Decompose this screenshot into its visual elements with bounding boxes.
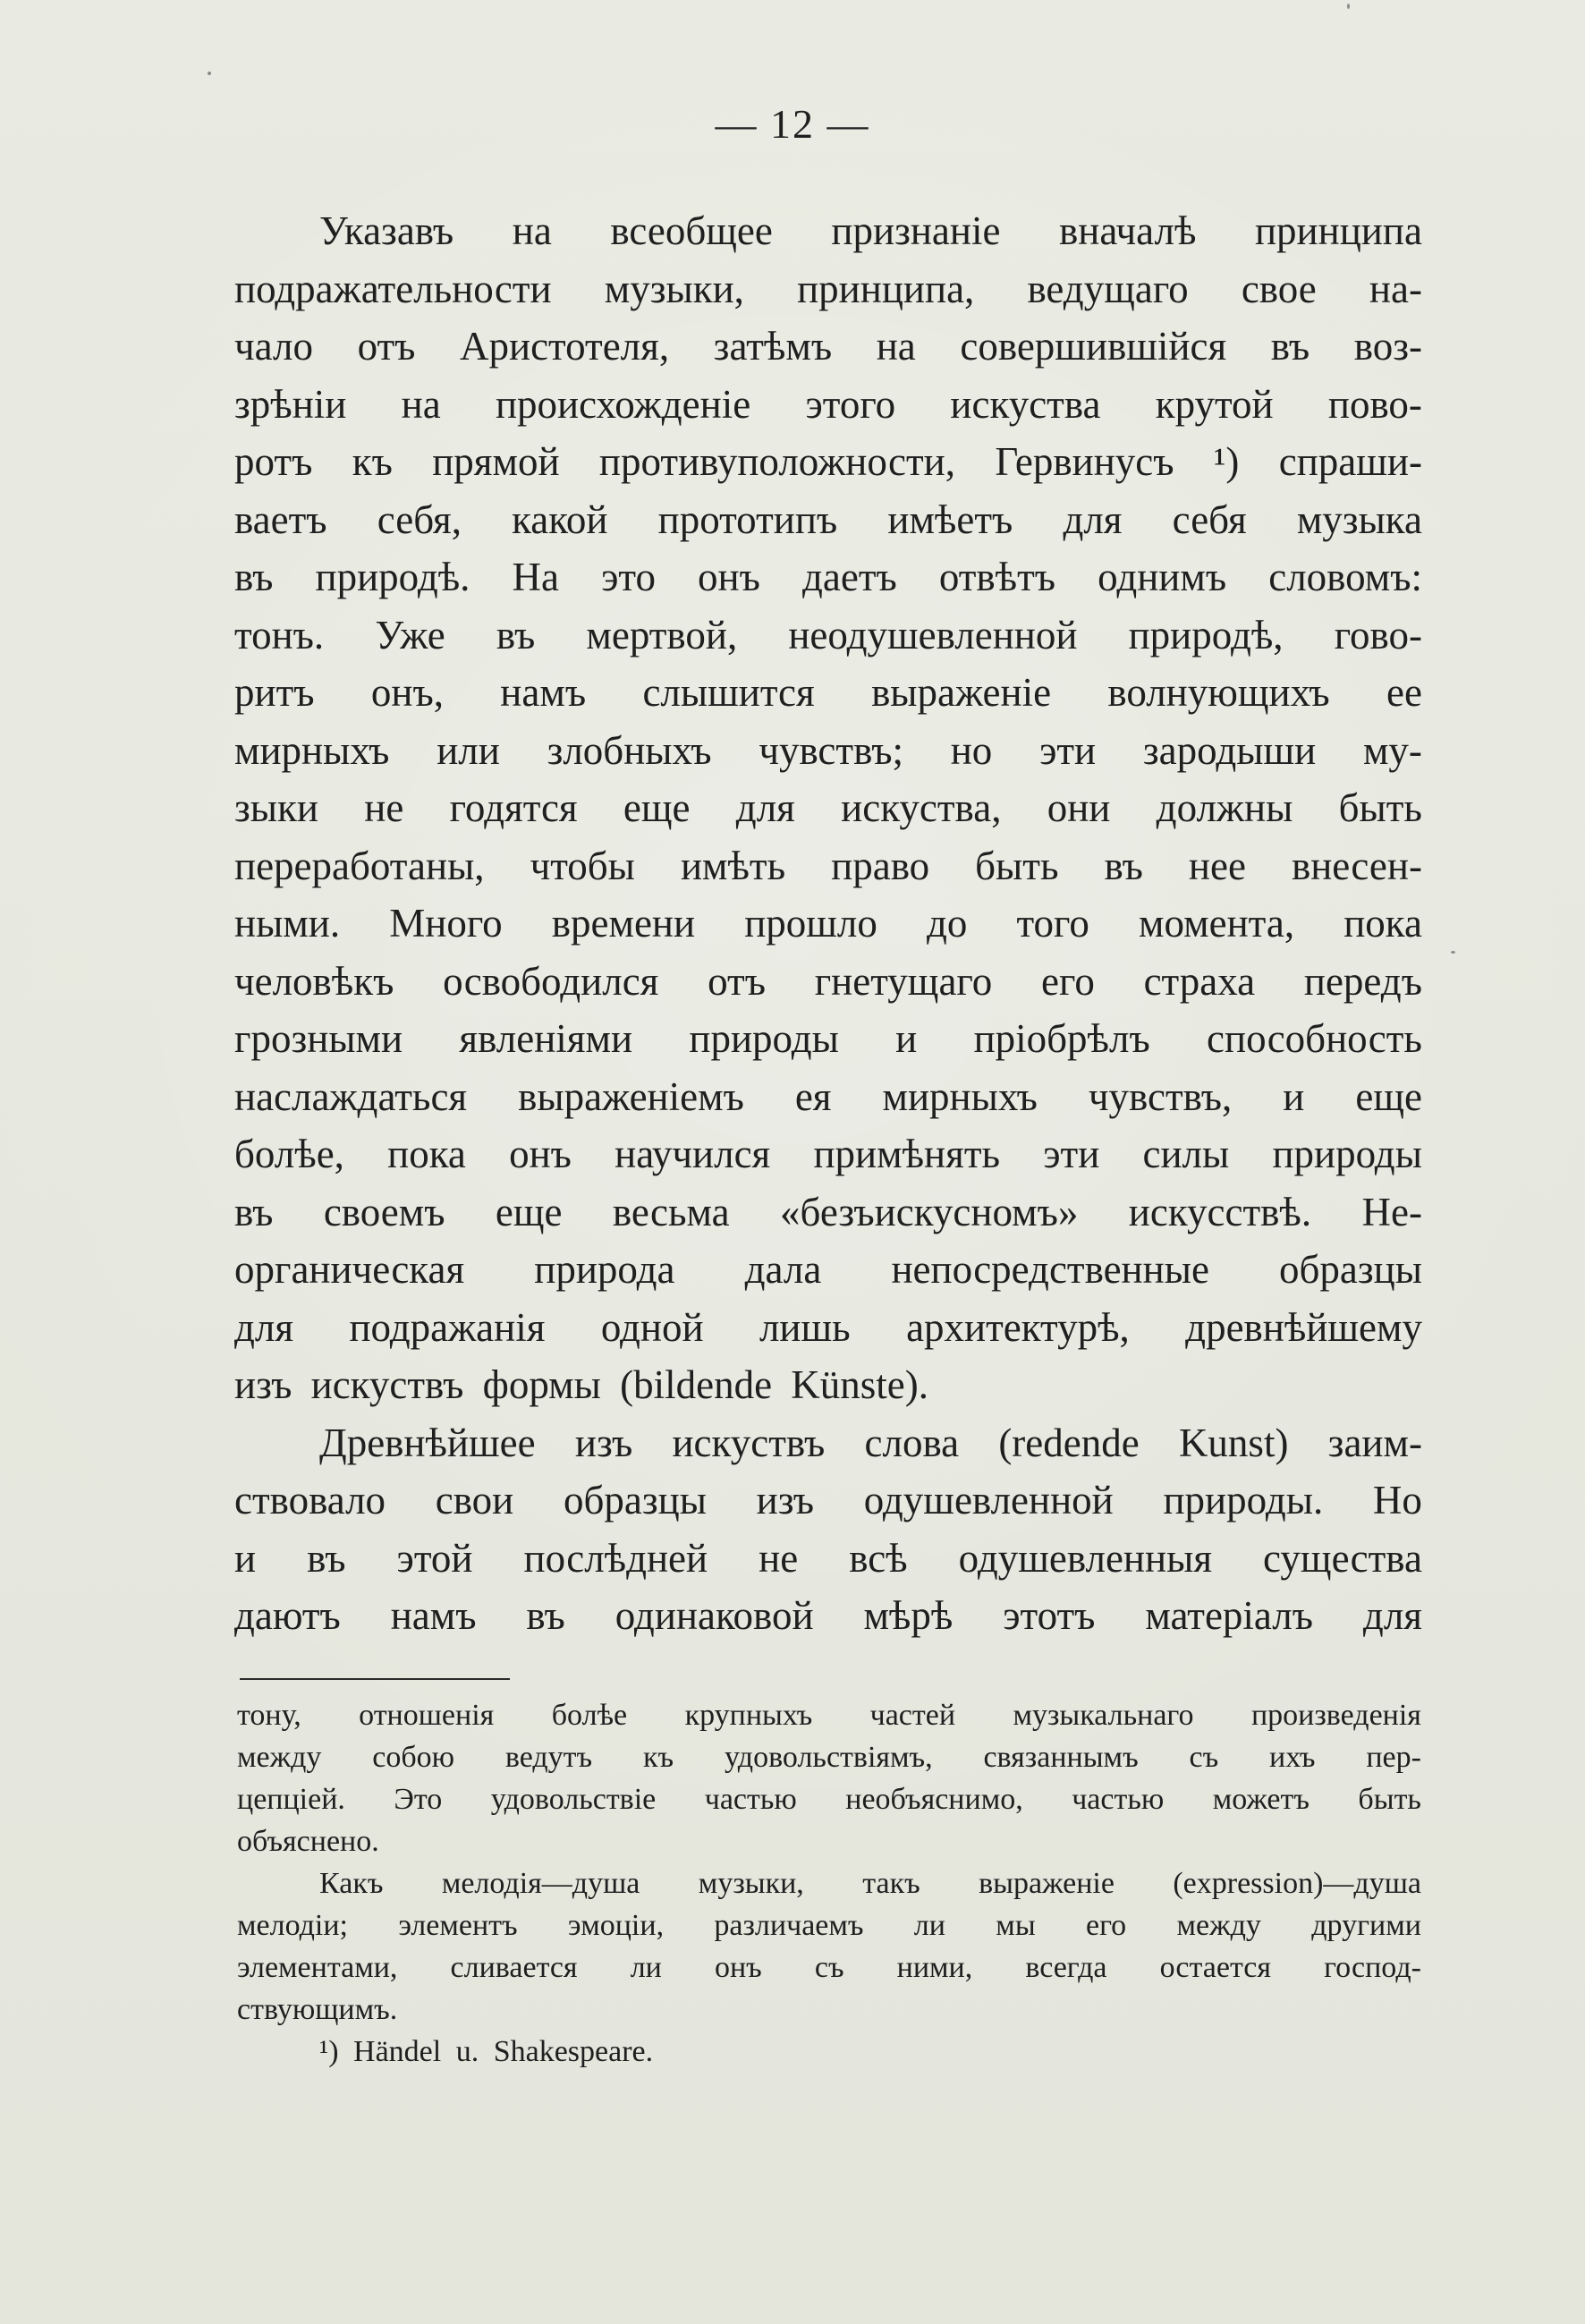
word: выраженіемъ (518, 1073, 744, 1119)
word: спраши- (1278, 439, 1422, 484)
word: передъ (1303, 958, 1422, 1004)
word: не (759, 1535, 799, 1581)
text-line (234, 491, 1422, 549)
word: отвѣтъ (938, 555, 1056, 599)
word: наслаждаться (234, 1073, 468, 1119)
word: необъяснимо, (845, 1783, 1023, 1816)
word: мирныхъ (882, 1073, 1038, 1119)
word: остается (1159, 1951, 1271, 1984)
word: этотъ (1003, 1593, 1096, 1638)
word: этой (396, 1535, 473, 1581)
word: крупныхъ (684, 1699, 813, 1732)
word: частей (869, 1699, 956, 1732)
word: онъ (714, 1951, 762, 1984)
word: между (237, 1741, 322, 1774)
word: въ (1104, 843, 1143, 888)
word: гово- (1334, 612, 1422, 657)
word: на- (1369, 266, 1422, 311)
word: всѣ (849, 1535, 908, 1581)
word: мелодія—душа (441, 1867, 640, 1900)
word: такъ (862, 1867, 920, 1900)
word: Аристотеля, (460, 324, 670, 369)
word: подражанія (349, 1304, 546, 1350)
word: способность (1207, 1016, 1422, 1061)
word: себя (1172, 496, 1247, 542)
word: въ (1270, 324, 1310, 369)
word: искуствъ (672, 1420, 826, 1465)
word: быть (1358, 1783, 1421, 1816)
word: прототипъ (657, 496, 838, 542)
word: его (1085, 1909, 1127, 1942)
word: ¹) (1213, 439, 1240, 484)
word: страха (1143, 958, 1256, 1004)
word: музыкальнаго (1013, 1699, 1194, 1732)
word: силы (1142, 1132, 1230, 1176)
word: свои (435, 1478, 514, 1522)
word: ными. (234, 901, 341, 946)
word: явленіями (459, 1016, 633, 1061)
word: переработаны, (234, 843, 485, 888)
word: подражательности (234, 266, 552, 311)
word: времени (551, 901, 696, 946)
word: неодушевленной (788, 612, 1078, 657)
word: научился (615, 1132, 771, 1176)
word: затѣмъ (713, 324, 833, 369)
word: злобныхъ (547, 727, 712, 773)
word: (redende (998, 1420, 1140, 1465)
word: годятся (449, 785, 578, 830)
word: быть (975, 843, 1059, 888)
word: удовольствіе (490, 1783, 657, 1816)
word: Указавъ (319, 208, 454, 253)
word: для (1063, 496, 1123, 542)
word: элементами, (237, 1951, 398, 1984)
word: музыки, (698, 1867, 804, 1900)
word: ротъ (234, 439, 313, 484)
word: даютъ (234, 1593, 341, 1638)
word: природы (689, 1016, 839, 1061)
word: Древнѣйшее (319, 1420, 536, 1465)
word: чало (234, 324, 313, 369)
footnote-line: ¹) Händel u. Shakespeare. (319, 2035, 654, 2068)
word: принципа (1254, 208, 1422, 253)
word: зрѣніи (234, 381, 347, 427)
footnotes (237, 1694, 1421, 2073)
word: ними, (896, 1951, 973, 1984)
text-line (234, 1587, 1422, 1645)
word: или (437, 727, 500, 773)
text-line (234, 1472, 1422, 1530)
word: происхожденіе (495, 381, 751, 427)
word: внесен- (1291, 843, 1422, 888)
word: воз- (1353, 324, 1422, 369)
word: съ (1189, 1741, 1219, 1774)
word: они (1047, 785, 1111, 830)
word: выраженіе (871, 670, 1052, 715)
word: пріобрѣлъ (973, 1016, 1150, 1061)
word: пер- (1366, 1741, 1421, 1774)
word: въ (496, 612, 536, 657)
word: природы. (1163, 1478, 1324, 1522)
word: противуположности, (598, 439, 955, 484)
footnote-line (237, 1778, 1421, 1820)
word: выраженіе (979, 1867, 1115, 1900)
word: слышится (642, 670, 815, 715)
word: имѣть (680, 843, 786, 888)
word: весьма (612, 1189, 730, 1234)
word: отъ (357, 324, 416, 369)
word: его (1041, 958, 1095, 1004)
word: ея (794, 1073, 832, 1119)
word: чувствъ, (1088, 1073, 1233, 1119)
word: этого (805, 381, 896, 427)
word: му- (1362, 727, 1422, 773)
text-line (234, 779, 1422, 837)
word: лишь (759, 1304, 851, 1350)
word: на (876, 324, 916, 369)
word: пока (387, 1132, 466, 1176)
text-line (234, 318, 1422, 376)
word: пово- (1327, 381, 1422, 427)
word: мы (996, 1909, 1036, 1942)
text-line (234, 433, 1422, 491)
word: заим- (1327, 1420, 1422, 1465)
word: для (1362, 1593, 1422, 1638)
word: эти (1039, 727, 1097, 773)
page-number: — 12 — (715, 101, 870, 147)
text-line (234, 260, 1422, 318)
word: эти (1043, 1132, 1100, 1176)
word: отношенія (359, 1699, 495, 1732)
word: тонъ. (234, 612, 325, 657)
word: зыки (234, 785, 318, 830)
word: нее (1188, 843, 1246, 888)
word: органическая (234, 1247, 465, 1292)
word: въ (307, 1535, 346, 1581)
word: непосредственные (891, 1247, 1209, 1292)
word: и (1283, 1073, 1305, 1119)
word: какой (512, 496, 608, 542)
word: Какъ (319, 1867, 384, 1900)
text-line (234, 1299, 1422, 1357)
word: грозными (234, 1016, 403, 1061)
text-line (234, 548, 1422, 606)
word: природѣ. (315, 555, 470, 599)
word: между (1176, 1909, 1261, 1942)
word: древнѣйшему (1185, 1304, 1422, 1350)
word: искусствѣ. (1128, 1189, 1312, 1234)
word: всеобщее (610, 208, 773, 253)
word: Гервинусъ (995, 439, 1174, 484)
text-line (234, 722, 1422, 780)
word: ваетъ (234, 496, 327, 542)
word: должны (1156, 785, 1293, 830)
word: себя, (377, 496, 462, 542)
word: одной (600, 1304, 704, 1350)
word: всегда (1025, 1951, 1107, 1984)
word: ведущаго (1027, 266, 1189, 311)
word: онъ (698, 555, 760, 599)
word: ли (913, 1909, 945, 1942)
footnote-line: ствующимъ. (237, 1993, 398, 2026)
word: прошло (744, 901, 877, 946)
word: намъ (500, 670, 587, 715)
text-line (234, 1183, 1422, 1242)
word: архитектурѣ, (906, 1304, 1130, 1350)
word: онъ, (370, 670, 444, 715)
footnote-line (237, 1694, 1421, 1736)
word: въ (526, 1593, 565, 1638)
text-line (234, 664, 1422, 722)
text-line (234, 202, 1422, 260)
word: совершившійся (960, 324, 1227, 369)
text-line (234, 953, 1422, 1011)
word: къ (352, 439, 393, 484)
word: цепціей. (237, 1783, 345, 1816)
word: болѣе (551, 1699, 628, 1732)
paper-speck (208, 72, 211, 75)
word: примѣнять (813, 1132, 1001, 1176)
word: гнетущаго (814, 958, 993, 1004)
word: элементъ (398, 1909, 518, 1942)
word: образцы (563, 1478, 707, 1522)
word: господ- (1324, 1951, 1421, 1984)
word: (expression)—душа (1173, 1867, 1421, 1900)
word: ведутъ (504, 1741, 593, 1774)
word: онъ (509, 1132, 572, 1176)
word: изъ (756, 1478, 814, 1522)
word: и (234, 1535, 257, 1581)
word: съ (814, 1951, 844, 1984)
text-line (234, 1530, 1422, 1588)
word: принципа, (797, 266, 975, 311)
word: болѣе, (234, 1132, 344, 1176)
word: прямой (432, 439, 560, 484)
word: того (1016, 901, 1089, 946)
word: музыки, (604, 266, 744, 311)
word: Kunst) (1178, 1420, 1289, 1465)
paper-speck (1347, 4, 1350, 9)
word: одушевленныя (958, 1535, 1213, 1581)
word: однимъ (1098, 555, 1227, 599)
word: не (364, 785, 404, 830)
word: къ (642, 1741, 674, 1774)
word: еще (623, 785, 691, 830)
word: признаніе (831, 208, 1001, 253)
word: еще (1355, 1073, 1422, 1119)
word: волнующихъ (1107, 670, 1330, 715)
word: но (950, 727, 993, 773)
word: словомъ: (1268, 555, 1422, 599)
word: крутой (1155, 381, 1274, 427)
word: природѣ, (1128, 612, 1284, 657)
word: человѣкъ (234, 958, 394, 1004)
word: На (512, 555, 559, 599)
word: отъ (708, 958, 766, 1004)
main-text-body (234, 202, 1422, 1645)
word: чтобы (530, 843, 635, 888)
footnote-separator (240, 1678, 510, 1680)
word: Много (389, 901, 503, 946)
word: ихъ (1269, 1741, 1316, 1774)
text-line (234, 837, 1422, 895)
footnote-line (237, 1947, 1421, 1989)
word: ли (630, 1951, 662, 1984)
word: чувствъ; (759, 727, 903, 773)
word: мѣрѣ (863, 1593, 954, 1638)
word: послѣдней (523, 1535, 708, 1581)
word: ствовало (234, 1478, 386, 1522)
word: право (831, 843, 930, 888)
word: связаннымъ (983, 1741, 1139, 1774)
word: быть (1338, 785, 1422, 830)
footnote-line (237, 1736, 1421, 1778)
word: своемъ (323, 1189, 445, 1234)
word: свое (1241, 266, 1317, 311)
footnote-line (237, 1862, 1421, 1904)
text-line (234, 895, 1422, 953)
word: Уже (375, 612, 445, 657)
word: образцы (1279, 1247, 1422, 1292)
word: удовольствіямъ, (724, 1741, 933, 1774)
word: мертвой, (586, 612, 738, 657)
text-line (234, 1414, 1422, 1472)
word: мирныхъ (234, 727, 390, 773)
word: эмоціи, (567, 1909, 665, 1942)
word: Это (394, 1783, 443, 1816)
word: мелодіи; (237, 1909, 348, 1942)
word: одинаковой (615, 1593, 814, 1638)
footnote-line: объяснено. (237, 1825, 379, 1858)
word: вначалѣ (1059, 208, 1197, 253)
word: «безъискусномъ» (780, 1189, 1079, 1234)
word: искуства (950, 381, 1101, 427)
word: матеріалъ (1145, 1593, 1314, 1638)
word: природы (1272, 1132, 1422, 1176)
word: различаемъ (714, 1909, 864, 1942)
text-line (234, 1068, 1422, 1126)
word: освободился (443, 958, 659, 1004)
word: собою (372, 1741, 455, 1774)
word: Но (1372, 1478, 1422, 1522)
word: для (234, 1304, 294, 1350)
word: момента, (1139, 901, 1295, 946)
word: это (601, 555, 656, 599)
word: частью (1072, 1783, 1165, 1816)
text-line (234, 376, 1422, 434)
word: одушевленной (863, 1478, 1114, 1522)
word: сливается (450, 1951, 578, 1984)
word: музыка (1296, 496, 1422, 542)
word: до (926, 901, 968, 946)
word: на (512, 208, 552, 253)
word: природа (534, 1247, 675, 1292)
word: произведенія (1250, 1699, 1421, 1732)
word: въ (234, 555, 274, 599)
word: имѣетъ (887, 496, 1013, 542)
word: въ (234, 1189, 274, 1234)
text-line (234, 606, 1422, 665)
word: намъ (390, 1593, 477, 1638)
text-line (234, 1125, 1422, 1183)
word: тону, (237, 1699, 301, 1732)
paper-speck (1451, 951, 1455, 954)
text-line (234, 1010, 1422, 1068)
word: слова (864, 1420, 960, 1465)
word: изъ (574, 1420, 633, 1465)
word: еще (495, 1189, 563, 1234)
word: частью (704, 1783, 797, 1816)
word: дала (744, 1247, 822, 1292)
word: даетъ (801, 555, 897, 599)
word: для (735, 785, 795, 830)
word: пока (1343, 901, 1422, 946)
word: на (401, 381, 441, 427)
text-line: изъ искуствъ формы (bildende Künste). (234, 1362, 929, 1407)
word: и (895, 1016, 918, 1061)
word: Не- (1361, 1189, 1422, 1234)
word: искуства, (841, 785, 1002, 830)
word: другими (1311, 1909, 1421, 1942)
footnote-line (237, 1904, 1421, 1947)
word: ее (1386, 670, 1422, 715)
word: существа (1263, 1535, 1422, 1581)
word: ритъ (234, 670, 315, 715)
word: можетъ (1212, 1783, 1310, 1816)
word: зародыши (1142, 727, 1317, 773)
text-line (234, 1241, 1422, 1299)
